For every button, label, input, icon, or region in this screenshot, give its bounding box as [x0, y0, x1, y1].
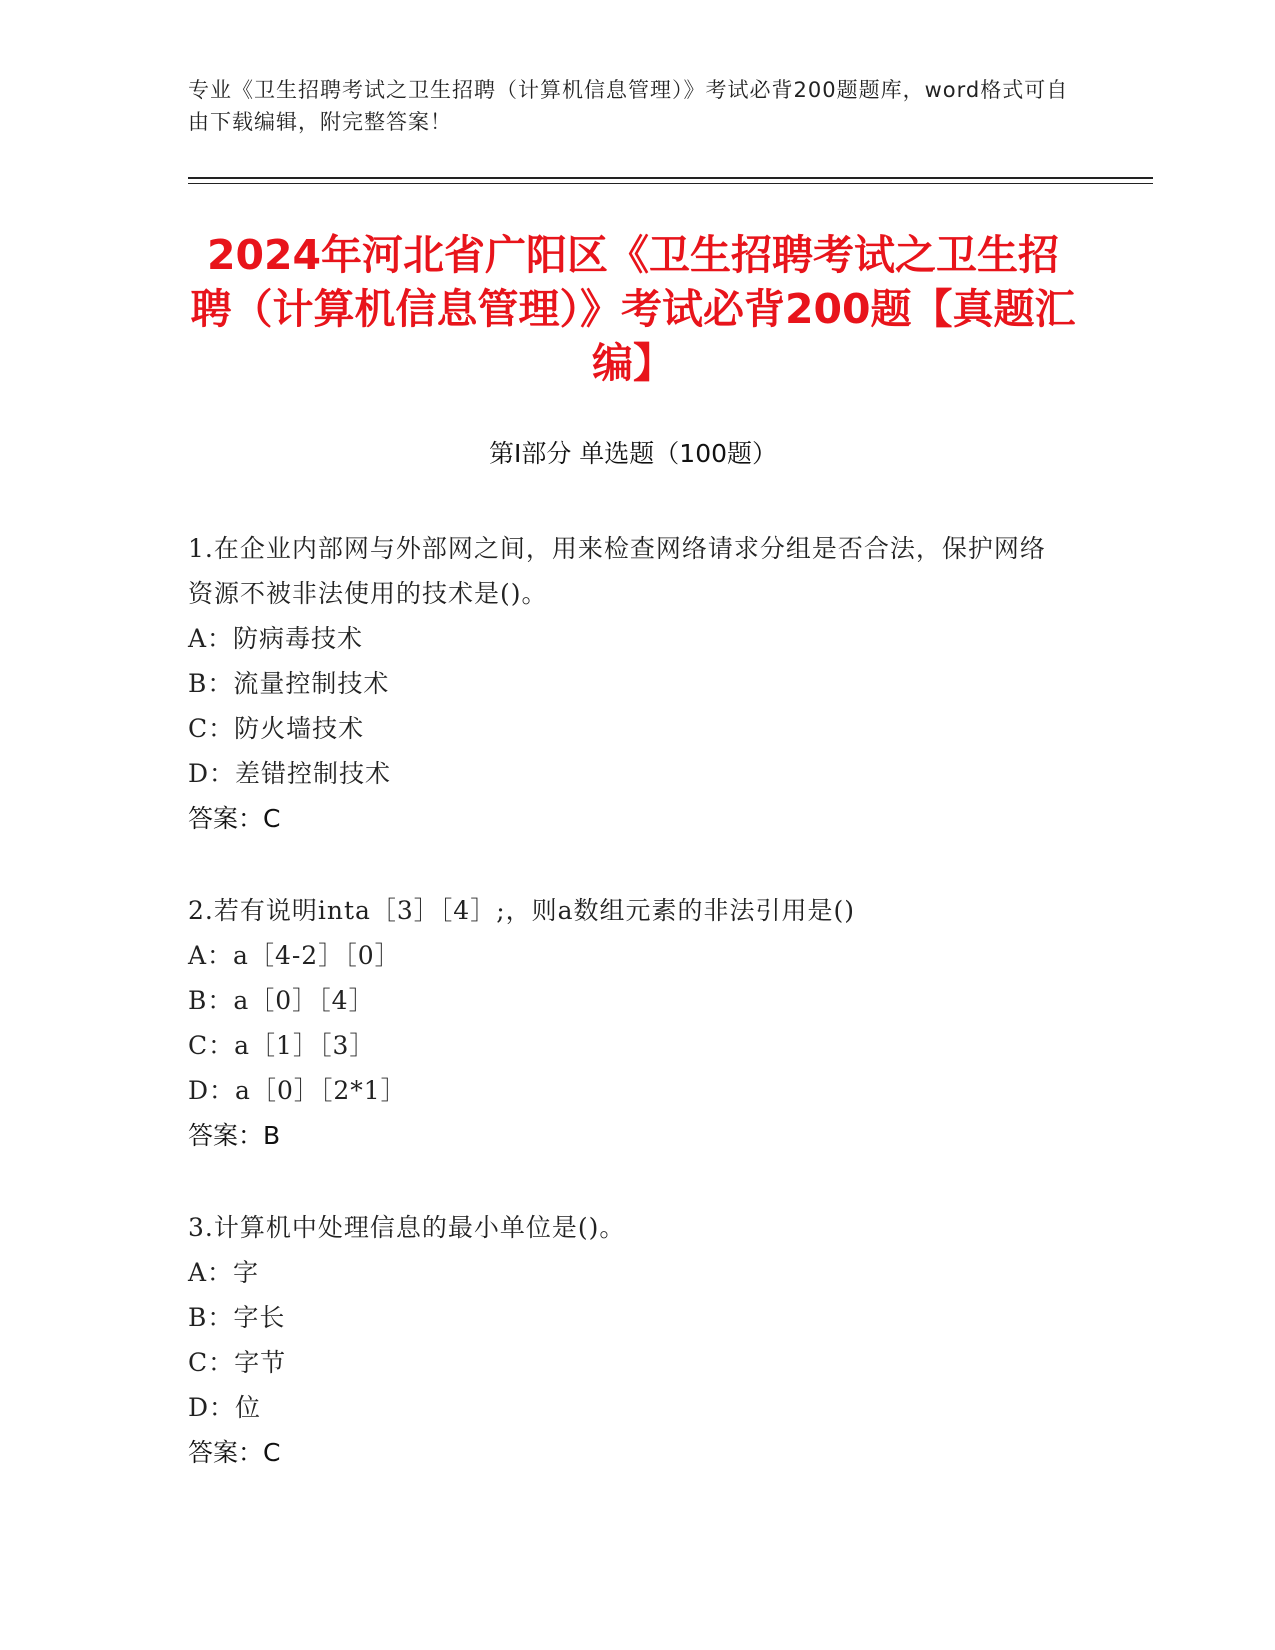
header-note: 专业《卫生招聘考试之卫生招聘（计算机信息管理）》考试必背200题题库，word格式可自由下载编辑，附完整答案！	[188, 78, 1069, 134]
option-c: C：a［1］［3］	[188, 1031, 376, 1060]
answer: 答案：B	[188, 1121, 281, 1150]
option-b: B：流量控制技术	[188, 669, 390, 698]
option-b: B：字长	[188, 1303, 286, 1332]
document-title: 2024年河北省广阳区《卫生招聘考试之卫生招聘（计算机信息管理）》考试必背200题【真题汇编】	[190, 231, 1076, 387]
header-divider-thick	[188, 177, 1153, 179]
option-b: B：a［0］［4］	[188, 986, 375, 1015]
option-a: A：防病毒技术	[188, 624, 364, 653]
option-c: C：防火墙技术	[188, 714, 365, 743]
question-stem: 2.若有说明inta［3］［4］;，则a数组元素的非法引用是()	[188, 896, 856, 925]
header-divider-thin	[188, 183, 1153, 184]
option-d: D：位	[188, 1393, 262, 1422]
option-c: C：字节	[188, 1348, 287, 1377]
question-stem: 1.在企业内部网与外部网之间，用来检查网络请求分组是否合法，保护网络资源不被非法使用的技术是()。	[188, 534, 1046, 608]
question-2	[188, 888, 1068, 1158]
answer: 答案：C	[188, 804, 281, 833]
question-1	[188, 526, 1068, 841]
question-stem: 3.计算机中处理信息的最小单位是()。	[188, 1213, 626, 1242]
section-title: 第Ⅰ部分 单选题（100题）	[488, 439, 778, 468]
option-d: D：差错控制技术	[188, 759, 392, 788]
question-3	[188, 1205, 1068, 1475]
option-a: A：字	[188, 1258, 260, 1287]
option-d: D：a［0］［2*1］	[188, 1076, 407, 1105]
answer: 答案：C	[188, 1438, 281, 1467]
option-a: A：a［4-2］［0］	[188, 941, 401, 970]
